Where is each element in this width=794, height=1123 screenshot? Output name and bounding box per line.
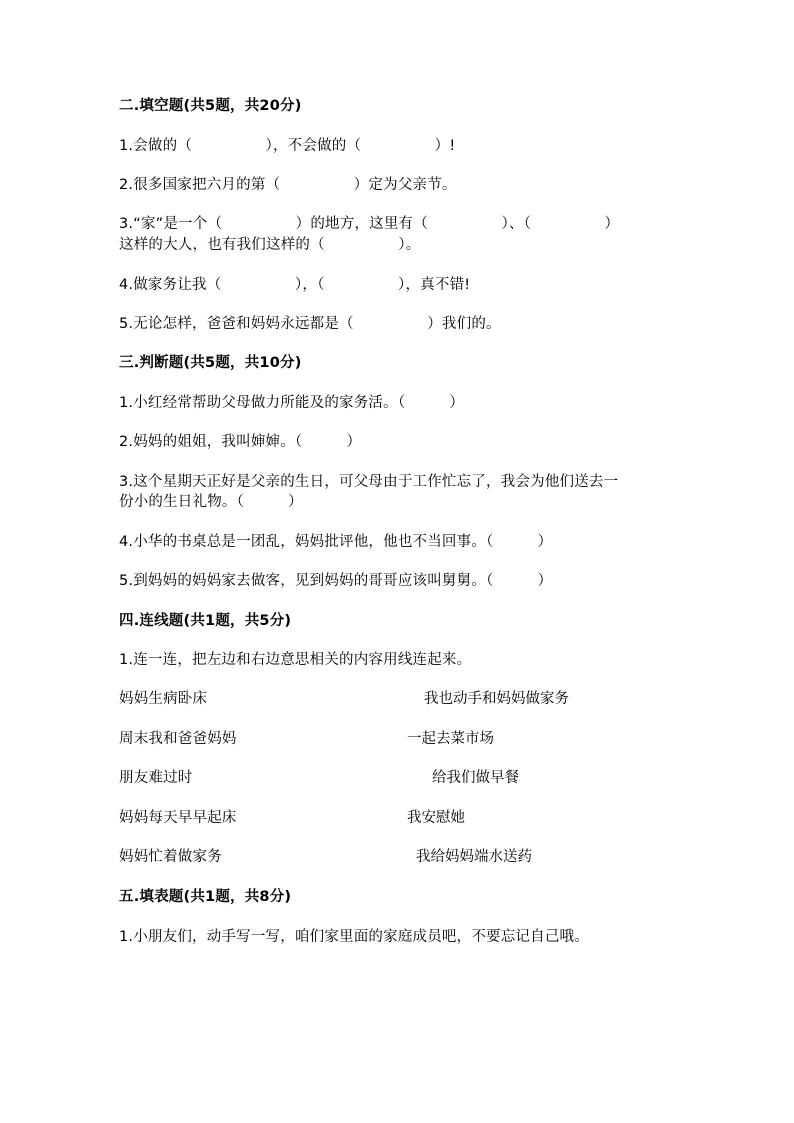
- judge-question-4: 4.小华的书桌总是一团乱，妈妈批评他，他也不当回事。（ ）: [119, 534, 553, 550]
- match-right-item: 给我们做早餐: [432, 770, 519, 786]
- section-5-heading: 五.填表题(共1题，共8分): [119, 889, 292, 905]
- match-right-item: 我也动手和妈妈做家务: [424, 691, 569, 707]
- fill-question-3-line-2: 这样的大人，也有我们这样的（ ）。: [119, 237, 421, 253]
- fill-question-1: 1.会做的（ ），不会做的（ ）!: [119, 138, 456, 154]
- judge-question-1: 1.小红经常帮助父母做力所能及的家务活。（ ）: [119, 395, 465, 411]
- judge-question-5: 5.到妈妈的妈妈家去做客，见到妈妈的哥哥应该叫舅舅。（ ）: [119, 573, 553, 589]
- match-right-item: 我给妈妈端水送药: [416, 849, 532, 865]
- judge-question-3-line-1: 3.这个星期天正好是父亲的生日，可父母由于工作忙忘了，我会为他们送去一: [119, 474, 619, 490]
- section-3-heading: 三.判断题(共5题，共10分): [119, 355, 302, 371]
- fill-question-4: 4.做家务让我（ ），（ ），真不错!: [119, 277, 471, 293]
- match-question-1: 1.连一连，把左边和右边意思相关的内容用线连起来。: [119, 652, 472, 668]
- section-2-heading: 二.填空题(共5题，共20分): [119, 98, 302, 114]
- judge-question-3-line-2: 份小的生日礼物。（ ）: [119, 494, 303, 510]
- section-4-heading: 四.连线题(共1题，共5分): [119, 613, 292, 629]
- match-left-item: 朋友难过时: [119, 770, 193, 786]
- judge-question-2: 2.妈妈的姐姐，我叫婶婶。（ ）: [119, 434, 362, 450]
- fill-question-3-line-1: 3.“家”是一个（ ）的地方，这里有（ ）、（ ）: [119, 216, 620, 232]
- match-left-item: 妈妈忙着做家务: [119, 849, 222, 865]
- table-question-1: 1.小朋友们，动手写一写，咱们家里面的家庭成员吧，不要忘记自己哦。: [119, 929, 589, 945]
- fill-question-2: 2.很多国家把六月的第（ ）定为父亲节。: [119, 177, 457, 193]
- match-left-item: 妈妈每天早早起床: [119, 810, 237, 826]
- match-left-item: 周末我和爸爸妈妈: [119, 731, 237, 747]
- match-left-item: 妈妈生病卧床: [119, 691, 208, 707]
- match-right-item: 一起去菜市场: [407, 731, 494, 747]
- match-right-item: 我安慰她: [407, 810, 465, 826]
- fill-question-5: 5.无论怎样，爸爸和妈妈永远都是（ ）我们的。: [119, 316, 501, 332]
